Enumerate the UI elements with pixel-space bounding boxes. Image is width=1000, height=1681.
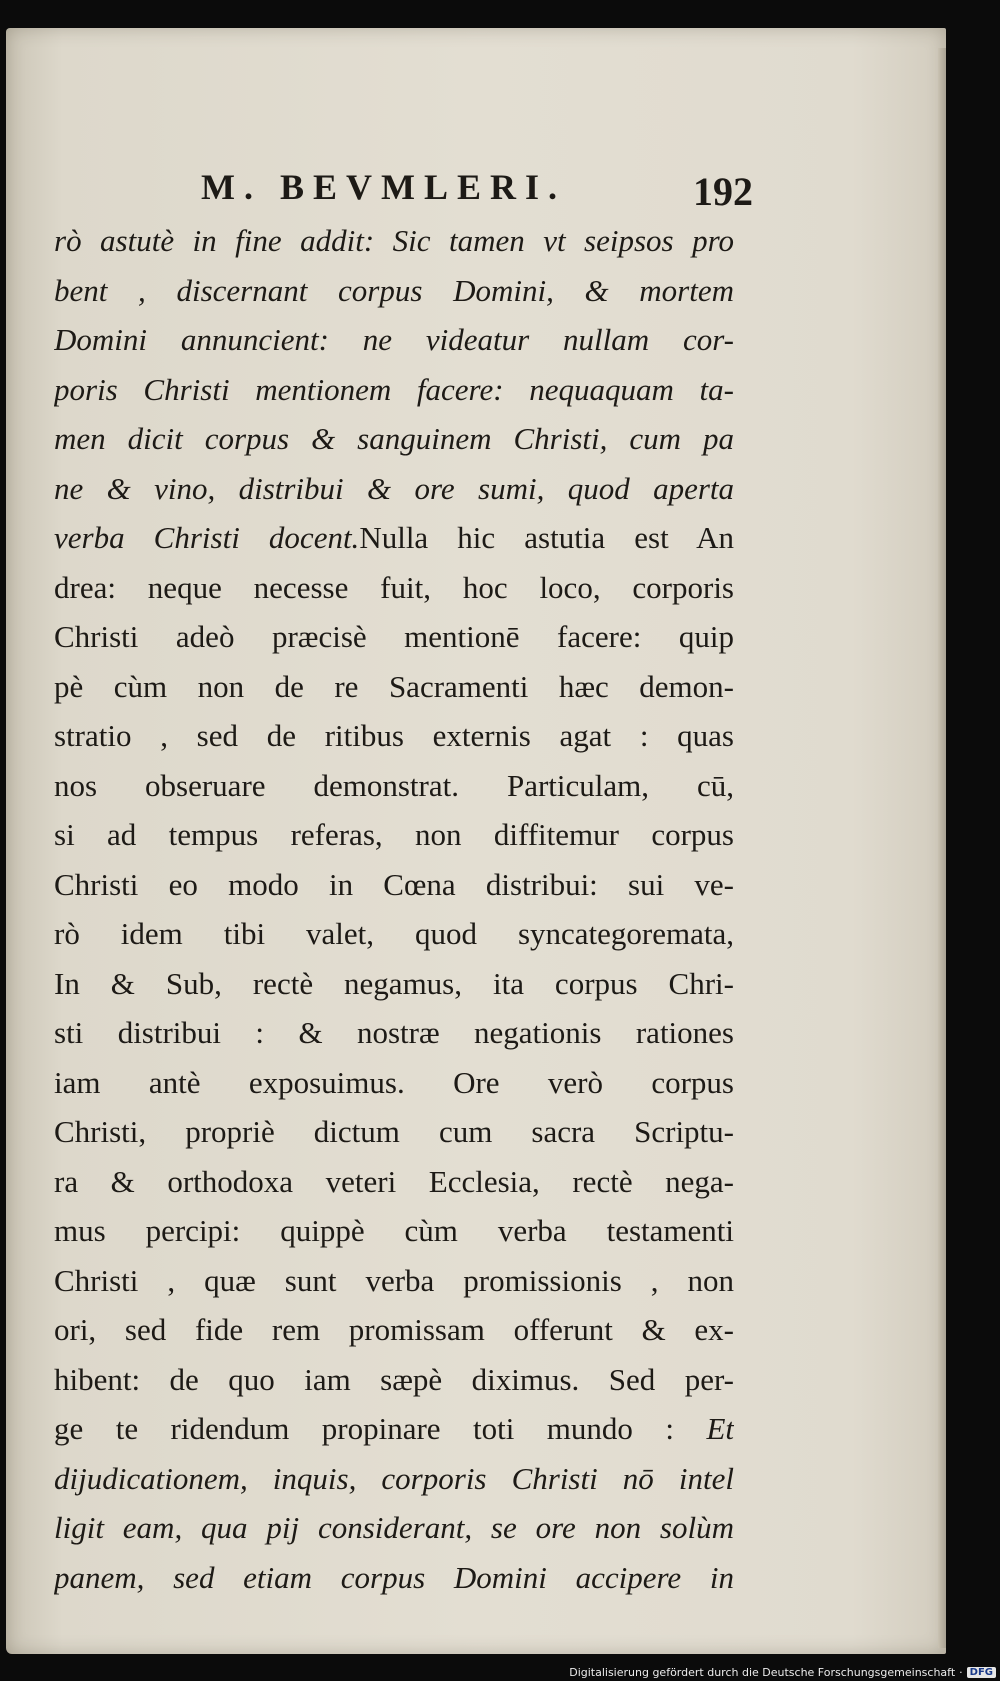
body-text xyxy=(54,216,734,1602)
text-line xyxy=(54,1553,734,1603)
italic-text: panem, sed etiam corpus Domini accipere in xyxy=(54,1559,734,1595)
roman-text: nos obseruare demonstrat. Particulam, cū, xyxy=(54,767,734,803)
text-line xyxy=(54,612,734,662)
text-line xyxy=(54,513,734,563)
roman-text: Christi adeò præcisè mentionē facere: quip xyxy=(54,619,734,654)
text-line xyxy=(54,315,734,365)
roman-text: In & Sub, rectè negamus, ita corpus Chri- xyxy=(54,965,734,1001)
text-line xyxy=(54,414,734,464)
roman-text: hibent: de quo iam sæpè diximus. Sed per- xyxy=(54,1361,734,1397)
roman-text: iam antè exposuimus. Ore verò corpus xyxy=(54,1064,734,1100)
text-line xyxy=(54,1107,734,1157)
italic-text: Domini annuncient: ne videatur nullam cor- xyxy=(54,322,734,357)
text-line xyxy=(54,1206,734,1256)
text-line xyxy=(54,266,734,316)
roman-text: rò idem tibi valet, quod syncategoremata, xyxy=(54,916,734,951)
roman-text: Christi, propriè dictum cum sacra Scriptu- xyxy=(54,1114,734,1149)
dfg-logo: DFG xyxy=(967,1667,996,1678)
text-line xyxy=(54,711,734,761)
text-line xyxy=(54,662,734,712)
text-line xyxy=(54,1503,734,1553)
roman-text: sti distribui : & nostræ negationis rationes xyxy=(54,1015,734,1050)
roman-text: stratio , sed de ritibus externis agat : quas xyxy=(54,718,734,753)
italic-text: Et xyxy=(706,1411,734,1446)
text-line xyxy=(54,1355,734,1405)
roman-text: Christi eo modo in Cœna distribui: sui ve- xyxy=(54,866,734,902)
roman-text: drea: neque necesse fuit, hoc loco, corporis xyxy=(54,569,734,605)
digitization-credit xyxy=(569,1666,996,1679)
running-head: M. BEVMLERI. xyxy=(201,167,567,207)
italic-text: ne & vino, distribui & ore sumi, quod aperta xyxy=(54,470,734,506)
credit-text: Digitalisierung gefördert durch die Deutsche Forschungsgemeinschaft xyxy=(569,1666,956,1679)
text-line xyxy=(54,1404,734,1454)
italic-text: bent , discernant corpus Domini, & mortem xyxy=(54,272,734,308)
roman-text: pè cùm non de re Sacramenti hæc demon- xyxy=(54,668,734,704)
book-page xyxy=(6,28,946,1654)
text-line xyxy=(54,810,734,860)
italic-text: dijudicationem, inquis, corporis Christi nō intel xyxy=(54,1460,734,1496)
italic-text: poris Christi mentionem facere: nequaquam ta- xyxy=(54,371,734,407)
page-number: 192 xyxy=(693,169,753,214)
text-line xyxy=(54,216,734,266)
roman-text: Nulla hic astutia est An xyxy=(359,520,734,555)
italic-text: ligit eam, qua pij considerant, se ore non solùm xyxy=(54,1510,734,1545)
roman-text: si ad tempus referas, non diffitemur corpus xyxy=(54,817,734,852)
text-line xyxy=(54,860,734,910)
text-line xyxy=(54,1256,734,1306)
text-line xyxy=(54,365,734,415)
text-line xyxy=(54,563,734,613)
text-line xyxy=(54,1058,734,1108)
roman-text: ge te ridendum propinare toti mundo : xyxy=(54,1411,707,1446)
text-line xyxy=(54,1008,734,1058)
roman-text: ori, sed fide rem promissam offerunt & ex- xyxy=(54,1312,734,1347)
separator-dot: · xyxy=(959,1666,963,1679)
italic-text: rò astutè in fine addit: Sic tamen vt seipsos pro xyxy=(54,223,734,258)
text-line xyxy=(54,909,734,959)
roman-text: ra & orthodoxa veteri Ecclesia, rectè nega- xyxy=(54,1163,734,1199)
italic-text: men dicit corpus & sanguinem Christi, cum pa xyxy=(54,421,734,456)
text-line xyxy=(54,1305,734,1355)
roman-text: mus percipi: quippè cùm verba testamenti xyxy=(54,1213,734,1248)
text-line xyxy=(54,1454,734,1504)
text-line xyxy=(54,959,734,1009)
text-line xyxy=(54,464,734,514)
text-line xyxy=(54,761,734,811)
italic-text: verba Christi docent. xyxy=(54,520,360,555)
text-line xyxy=(54,1157,734,1207)
roman-text: Christi , quæ sunt verba promissionis , non xyxy=(54,1262,734,1298)
